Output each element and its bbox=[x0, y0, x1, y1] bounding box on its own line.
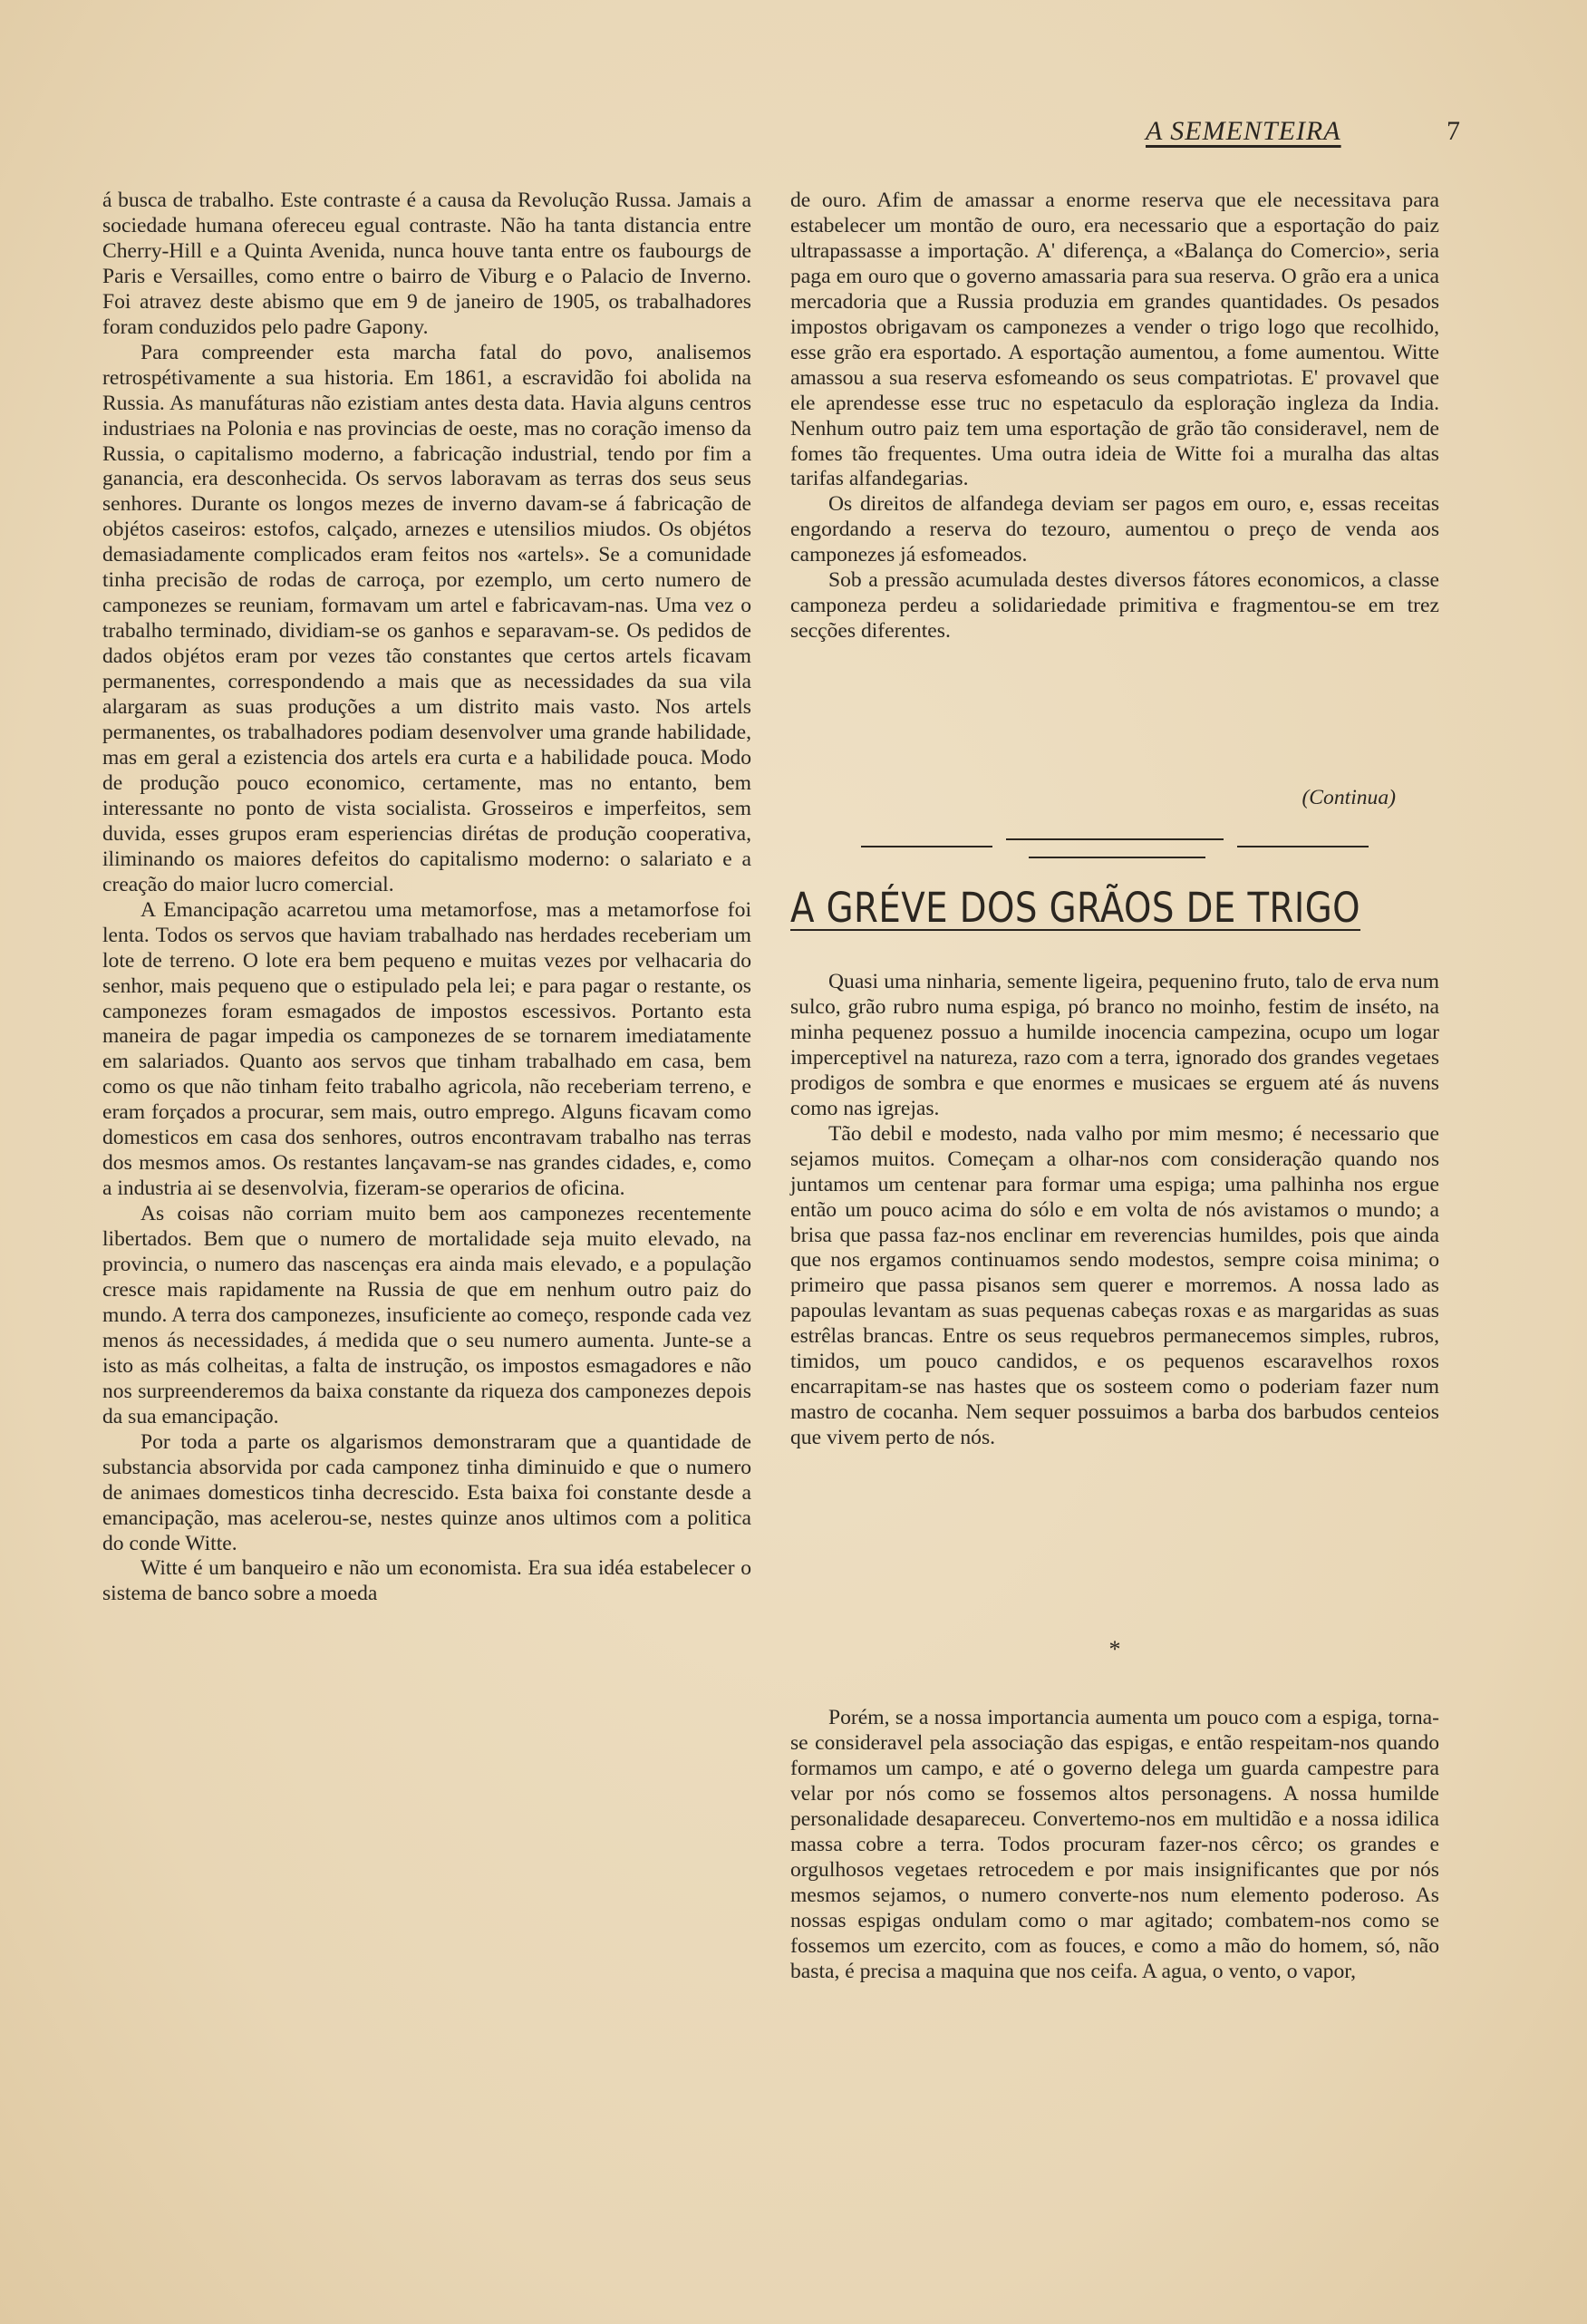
paragraph: de ouro. Afim de amassar a enorme reserva que ele necessitava para estabelecer um montão de ouro, era necessario que a esportação do paiz ultrapassasse a importação. A' diferença, a «Balança do Comercio», seria paga em ouro que o governo amassaria para sua reserva. O grão era a unica mercadoria que a Russia produzia em grandes quantidades. Os pesados impostos obrigavam os camponezes a vender o trigo logo que recolhido, esse grão era esportado. A esportação aumentou, a fome aumentou. Witte amassou a sua reserva esfomeando os seus compatriotas. E' provavel que ele aprendesse esse truc no espetaculo da esploração ingleza da India. Nenhum outro paiz tem uma esportação de grão tão consideravel, nem de fomes tão frequentes. Uma outra ideia de Witte foi a muralha das altas tarifas alfandegarias. bbox=[790, 189, 1439, 491]
asterisk-separator: * bbox=[1108, 1636, 1121, 1662]
paragraph: Quasi uma ninharia, semente ligeira, pequenino fruto, talo de erva num sulco, grão rubro numa espiga, pó branco no moinho, festim de inséto, na minha pequenez possuo a humilde inocencia campezina, ocupo um logar imperceptivel na natureza, razo com a terra, ignorado dos grandes vegetaes prodigos de sombra e que enormes e musicaes se erguem até ás nuvens como nas igrejas. bbox=[790, 970, 1439, 1120]
divider-rule bbox=[1237, 846, 1369, 847]
continued-note: (Continua) bbox=[1302, 786, 1396, 809]
paragraph: Para compreender esta marcha fatal do povo, analisemos retrospétivamente a sua historia. Em 1861, a escravidão foi abolida na Russia. As manufáturas não ezistiam antes desta data. Havia alguns centros industriaes na Polonia e nas provincias de oeste, mas no coração imenso da Russia, o capitalismo moderno, a fabricação industrial, tendo por fim a ganancia, era desconhecida. Os servos laboravam as terras dos seus seus senhores. Durante os longos mezes de inverno davam-se á fabricação de objétos caseiros: estofos, calçado, arnezes e utensilios miudos. Os objétos demasiadamente complicados eram feitos nos «artels». Se a comunidade tinha precisão de rodas de carroça, por ezemplo, um certo numero de camponezes se reuniam, formavam um artel e fabricavam-nas. Uma vez o trabalho terminado, dividiam-se os ganhos e separavam-se. Os pedidos de dados objétos eram por vezes tão constantes que certos artels ficavam permanentes, correspondendo a mais que as necessidades da sua vila alargaram as suas produções a um distrito mais vasto. Nos artels permanentes, os trabalhadores podiam desenvolver uma grande habilidade, mas em geral a ezistencia dos artels era curta e a habilidade pouca. Modo de produção pouco economico, certamente, mas no entanto, bem interessante no ponto de vista socialista. Grosseiros e imperfeitos, sem duvida, esses grupos eram esperiencias dirétas de produção cooperativa, iliminando os maiores defeitos do capitalismo moderno: o salariato e a creação do maior lucro comercial. bbox=[102, 340, 751, 896]
paragraph: á busca de trabalho. Este contraste é a causa da Revolução Russa. Jamais a sociedade humana ofereceu egual contraste. Não ha tanta distancia entre Cherry-Hill e a Quinta Avenida, nunca houve tanta entre os faubourgs de Paris e Versailles, como entre o bairro de Viburg e o Palacio de Inverno. Foi atravez deste abismo que em 9 de janeiro de 1905, os trabalhadores foram conduzidos pelo padre Gapony. bbox=[102, 189, 751, 339]
running-header bbox=[1144, 116, 1461, 152]
left-column bbox=[102, 189, 751, 1607]
article-title: A GRÉVE DOS GRÃOS DE TRIGO bbox=[790, 884, 1361, 932]
section-divider bbox=[861, 838, 1369, 866]
publication-title: A SEMENTEIRA bbox=[1146, 116, 1341, 146]
page-number: 7 bbox=[1447, 116, 1461, 146]
paragraph: A Emancipação acarretou uma metamorfose, mas a metamorfose foi lenta. Todos os servos que haviam trabalhado nas herdades receberiam um lote de terreno. O lote era bem pequeno e muitas vezes por velhacaria do senhor, mais pequeno que o estipulado pela lei; e para pagar o restante, os camponezes foram esmagados de impostos escessivos. Portanto esta maneira de pagar impedia os camponezes de se tornarem imediatamente em salariados. Quanto aos servos que tinham trabalhado em casa, bem como os que não tinham feito trabalho agricola, não receberiam terreno, e eram forçados a procurar, sem mais, outro emprego. Alguns ficavam como domesticos em casa dos senhores, outros encontravam trabalho nas terras dos mesmos amos. Os restantes lançavam-se nas grandes cidades, e, como a industria ai se desenvolvia, fizeram-se operarios de oficina. bbox=[102, 897, 751, 1201]
paragraph: Witte é um banqueiro e não um economista. Era sua idéa estabelecer o sistema de banco sobre a moeda bbox=[102, 1556, 751, 1606]
divider-rule bbox=[1029, 857, 1205, 858]
right-column-bottom bbox=[790, 1706, 1439, 1984]
paragraph: Sob a pressão acumulada destes diversos fátores economicos, a classe camponeza perdeu a solidariedade primitiva e fragmentou-se em trez secções diferentes. bbox=[790, 568, 1439, 644]
right-column-top bbox=[790, 189, 1439, 644]
paragraph: Porém, se a nossa importancia aumenta um pouco com a espiga, torna-se consideravel pela associação das espigas, e então respeitam-nos quando formamos um campo, e até o governo delega um guarda campestre para velar por nós como se fossemos altos personagens. A nossa humilde personalidade desapareceu. Convertemo-nos em multidão e a nossa idilica massa cobre a terra. Todos procuram fazer-nos cêrco; os grandes e orgulhosos vegetaes retrocedem e por mais insignificantes que por nós mesmos sejamos, o numero converte-nos num elemento poderoso. As nossas espigas ondulam como o mar agitado; combatem-nos como se fossemos um ezercito, com as fouces, e como a mão do homem, só, não basta, é precisa a maquina que nos ceifa. A agua, o vento, o vapor, bbox=[790, 1706, 1439, 1983]
divider-rule bbox=[861, 846, 992, 847]
divider-rule bbox=[1006, 838, 1224, 840]
right-column-article bbox=[790, 970, 1439, 1451]
paragraph: Os direitos de alfandega deviam ser pagos em ouro, e, essas receitas engordando a reserva do tezouro, aumentou o preço de venda aos camponezes já esfomeados. bbox=[790, 492, 1439, 567]
paragraph: Tão debil e modesto, nada valho por mim mesmo; é necessario que sejamos muitos. Começam a olhar-nos com consideração quando nos juntamos um centenar para formar uma espiga; uma palhinha nos ergue então um pouco acima do sólo e em volta de nós avistamos o mundo; a brisa que passa faz-nos enclinar em reverencias humildes, pois que ainda que nos ergamos continuamos sendo modestos, sempre coisa minima; o primeiro que passa pisanos sem querer e morremos. A nossa lado as papoulas levantam as suas pequenas cabeças roxas e as margaridas as suas estrêlas brancas. Entre os seus requebros permanecemos simples, rubros, timidos, um pouco candidos, e os pequenos escaravelhos roxos encarrapitam-se nas hastes que os sosteem como o poderiam fazer num mastro de cocanha. Nem sequer possuimos a barba dos barbudos centeios que vivem perto de nós. bbox=[790, 1121, 1439, 1450]
paragraph: Por toda a parte os algarismos demonstraram que a quantidade de substancia absorvida por cada camponez tinha diminuido e que o numero de animaes domesticos tinha decrescido. Esta baixa foi constante desde a emancipação, mas acelerou-se, nestes quinze anos ultimos com a politica do conde Witte. bbox=[102, 1429, 751, 1555]
paragraph: As coisas não corriam muito bem aos camponezes recentemente libertados. Bem que o numero de mortalidade seja muito elevado, na provincia, o numero das nascenças era ainda mais elevado, e a população cresce mais rapidamente na Russia de que em nenhum outro paiz do mundo. A terra dos camponezes, insuficiente ao começo, responde cada vez menos ás necessidades, á medida que o seu numero aumenta. Junte-se a isto as más colheitas, a falta de instrução, os impostos esmagadores e não nos surpreenderemos da baixa constante da riqueza dos camponezes depois da sua emancipação. bbox=[102, 1202, 751, 1428]
